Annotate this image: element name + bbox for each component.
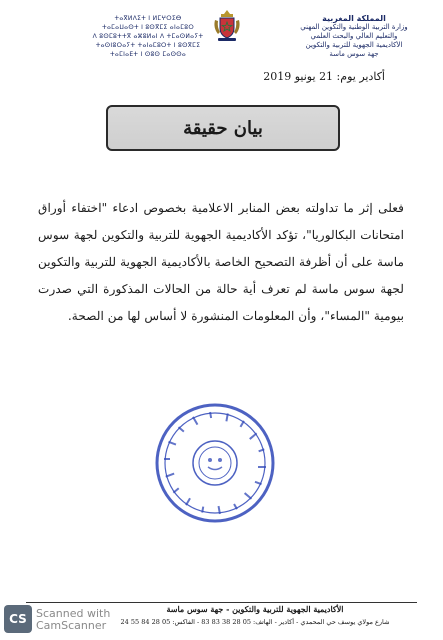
footer-address: شارع مولاي يوسف حي المحمدي - أكادير - الهاتف: 05 28 38 83 83 - الفاكس: 05 28 84 55 24 <box>120 618 390 626</box>
title-box <box>106 105 340 151</box>
camscanner-line-1: Scanned with <box>36 607 111 620</box>
header-tifinagh-line: ⵜⴰⴳⵍⴷⵉⵜ ⵏ ⵍⵎⵖⵔⵉⴱ <box>114 15 182 22</box>
header-tifinagh-line: ⴷ ⵓⵙⵎⵓⵜⵜⴳ ⴰⵣⵓⵍⴰⵏ ⴷ ⵜⵎⴰⵙⵍⴰⵢⵜ <box>92 33 204 40</box>
camscanner-line-2: CamScanner <box>36 619 107 632</box>
footer-divider <box>26 602 417 603</box>
moroccan-coat-of-arms-icon <box>212 8 242 42</box>
camscanner-logo-icon: CS <box>4 605 32 633</box>
header-arabic-line: المملكة المغربية <box>322 14 386 23</box>
footer-institution: الأكاديمية الجهوية للتربية والتكوين - جهة سوس ماسة <box>166 604 344 614</box>
header-tifinagh-line: ⵜⴰⵎⵏⴰⴹⵜ ⵏ ⵙⵓⵙ ⵎⴰⵙⵙⴰ <box>109 51 187 58</box>
official-round-stamp-icon <box>150 398 280 528</box>
document-title: بيان حقيقة <box>183 117 263 139</box>
camscanner-watermark <box>36 608 110 632</box>
header-tifinagh-block <box>88 14 208 59</box>
header-arabic-block <box>279 14 429 59</box>
header-tifinagh-line: ⵜⴰⵙⵏⵓⵔⴰⵢⵜ ⵜⴰⵏⴰⵎⵓⵔⵜ ⵏ ⵓⵙⴳⵎⵉ <box>95 42 201 49</box>
document-date: أكادير يوم: 21 يونيو 2019 <box>263 70 385 83</box>
header-arabic-line: والتعليم العالي والبحث العلمي <box>310 32 398 40</box>
header-arabic-line: جهة سوس ماسة <box>329 50 379 58</box>
statement-body: فعلى إثر ما تداولته بعض المنابر الاعلامية بخصوص ادعاء "اختفاء أوراق امتحانات البكالوريا"، تؤكد الأكاديمية الجهوية للتربية والتكوين لجهة سوس ماسة على أن أظرفة التصحيح الخاصة بالأكاديمية الجهوية للتربية والتكوين لجهة سوس ماسة لم تعرف أية حالة من الحالات المذكورة التي صدرت بيومية "المساء"، وأن المعلومات المنشورة لا أساس لها من الصحة. <box>38 201 404 323</box>
header-arabic-line: الأكاديمية الجهوية للتربية والتكوين <box>305 41 403 49</box>
header-tifinagh-line: ⵜⴰⵎⴰⵡⴰⵙⵜ ⵏ ⵓⵙⴳⵎⵉ ⴰⵏⴰⵎⵓⵔ <box>102 24 194 31</box>
header-arabic-line: وزارة التربية الوطنية والتكوين المهني <box>300 23 408 31</box>
